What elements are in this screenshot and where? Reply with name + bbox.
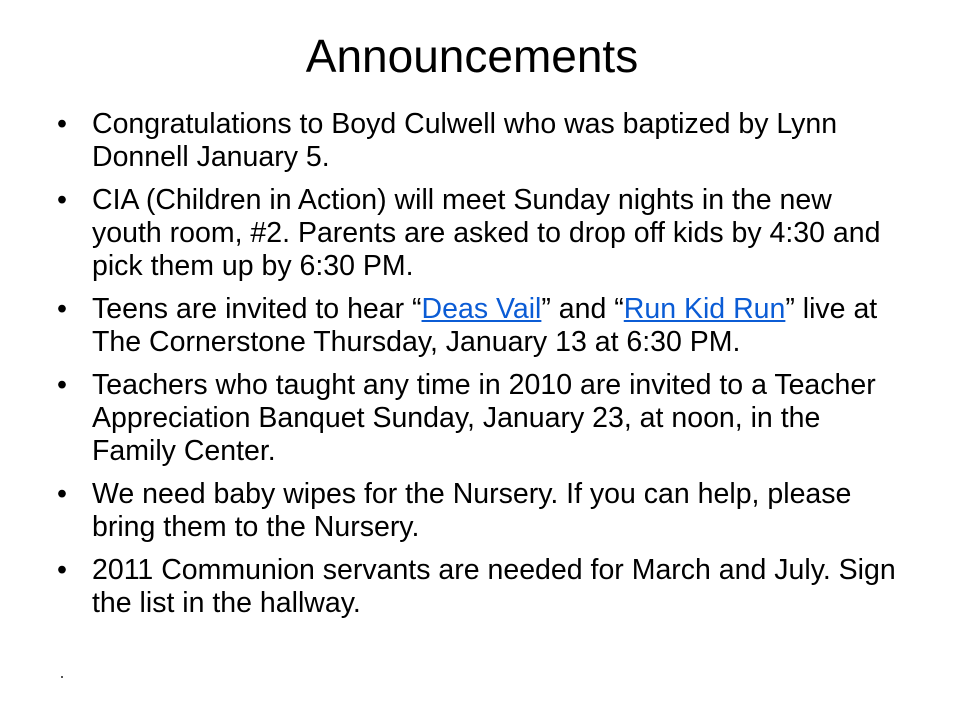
list-item <box>57 554 897 620</box>
bullet-icon: • <box>57 108 67 140</box>
announcement-text-suffix: ” live at The Cornerstone Thursday, January 13 at 6:30 PM. <box>92 293 878 358</box>
list-item <box>57 369 897 468</box>
bullet-icon: • <box>57 478 67 510</box>
announcement-text: Congratulations to Boyd Culwell who was baptized by Lynn Donnell January 5. <box>92 108 838 173</box>
slide-title: Announcements <box>305 30 639 82</box>
list-item <box>57 293 897 359</box>
bullet-icon: • <box>57 293 67 325</box>
announcement-list <box>57 108 897 630</box>
announcement-text-middle: ” and “ <box>541 293 624 325</box>
announcement-text: We need baby wipes for the Nursery. If you can help, please bring them to the Nursery. <box>92 478 852 543</box>
announcement-text: 2011 Communion servants are needed for March and July. Sign the list in the hallway. <box>92 554 896 619</box>
list-item <box>57 108 897 174</box>
announcement-text: Teachers who taught any time in 2010 are invited to a Teacher Appreciation Banquet Sunday, January 23, at noon, in the Family Center. <box>92 369 876 467</box>
list-item <box>57 184 897 283</box>
announcement-text: CIA (Children in Action) will meet Sunday nights in the new youth room, #2. Parents are asked to drop off kids by 4:30 and pick them up by 6:30 PM. <box>92 184 881 282</box>
bullet-icon: • <box>57 184 67 216</box>
announcement-text-prefix: Teens are invited to hear “ <box>92 293 422 325</box>
stray-dot <box>61 676 63 678</box>
link-run-kid-run[interactable]: Run Kid Run <box>623 293 786 325</box>
bullet-icon: • <box>57 554 67 586</box>
list-item <box>57 478 897 544</box>
bullet-icon: • <box>57 369 67 401</box>
link-deas-vail[interactable]: Deas Vail <box>421 293 542 325</box>
